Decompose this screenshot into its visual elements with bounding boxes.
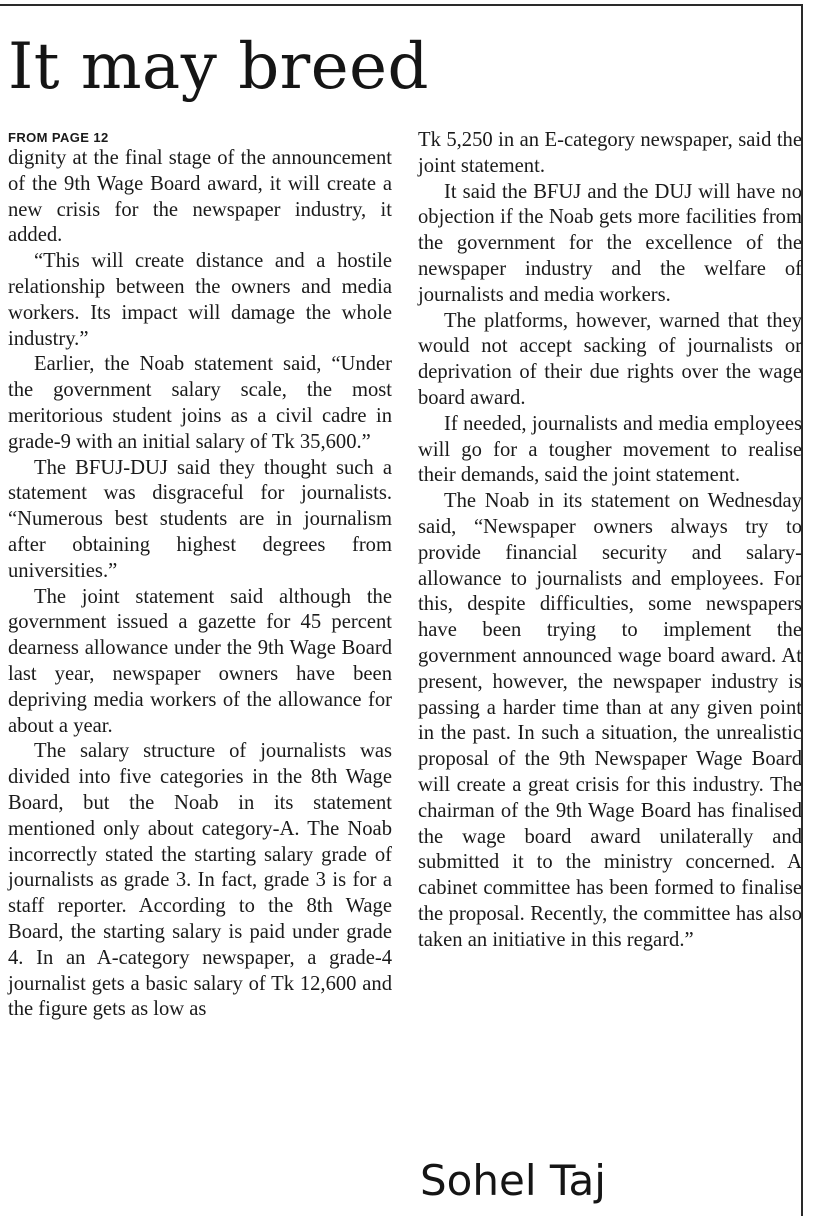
paragraph: The Noab in its statement on Wednesday said, “Newspaper owners always try to provide financial security and salary-allowance to journalists and employees. For this, despite difficulties, some newspapers have been trying to implement the government announced wage board award. At present, however, the newspaper industry is passing a harder time than at any given point in the past. In such a situation, the unrealistic proposal of the 9th Newspaper Wage Board will create a great crisis for this industry. The chairman of the 9th Wage Board has finalised the wage board award unilaterally and submitted it to the ministry concerned. A cabinet committee has been formed to finalise the proposal. Recently, the committee has also taken an initiative in this regard.” xyxy=(418,490,802,951)
paragraph: The joint statement said although the government issued a gazette for 45 percent dearness allowance under the 9th Wage Board last year, newspaper owners have been depriving media workers of the allowance for about a year. xyxy=(8,585,392,737)
paragraph: It said the BFUJ and the DUJ will have no objection if the Noab gets more facilities from the government for the excellence of the newspaper industry and the welfare of journalists and media workers. xyxy=(418,180,802,306)
headline: It may breed xyxy=(8,30,429,104)
top-border-rule xyxy=(0,4,802,6)
byline: Sohel Taj xyxy=(420,1156,606,1205)
paragraph: The salary structure of journalists was divided into five categories in the 8th Wage Board, but the Noab in its statement mentioned only about category-A. The Noab incorrectly stated the starting salary grade of journalists as grade 3. In fact, grade 3 is for a staff reporter. According to the 8th Wage Board, the starting salary is paid under grade 4. In an A-category newspaper, a grade-4 journalist gets a basic salary of Tk 12,600 and the figure gets as low as xyxy=(8,740,392,1021)
jump-line: FROM PAGE 12 xyxy=(8,130,109,145)
right-column xyxy=(418,128,802,954)
paragraph: dignity at the final stage of the announcement of the 9th Wage Board award, it will create a new crisis for the newspaper industry, it added. xyxy=(8,147,392,247)
paragraph: Tk 5,250 in an E-category newspaper, said the joint statement. xyxy=(418,129,802,177)
paragraph: The platforms, however, warned that they would not accept sacking of journalists or deprivation of their due rights over the wage board award. xyxy=(418,309,802,409)
paragraph: The BFUJ-DUJ said they thought such a statement was disgraceful for journalists. “Numerous best students are in journalism after obtaining highest degrees from universities.” xyxy=(8,456,392,582)
paragraph: “This will create distance and a hostile relationship between the owners and media workers. Its impact will damage the whole industry.” xyxy=(8,250,392,350)
paragraph: Earlier, the Noab statement said, “Under the government salary scale, the most meritorious student joins as a civil cadre in grade-9 with an initial salary of Tk 35,600.” xyxy=(8,353,392,453)
paragraph: If needed, journalists and media employees will go for a tougher movement to realise their demands, said the joint statement. xyxy=(418,412,802,487)
left-column xyxy=(8,128,392,1023)
